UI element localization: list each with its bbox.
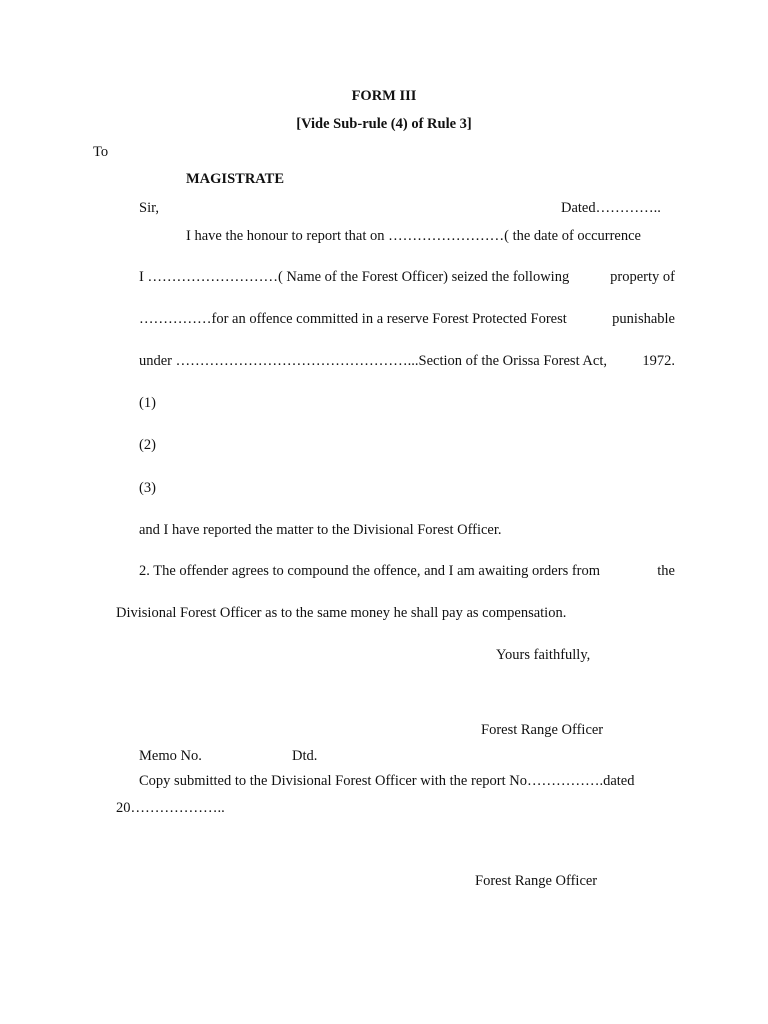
signature-2: Forest Range Officer [475,873,598,889]
signature-1: Forest Range Officer [481,722,604,738]
paragraph-2-text: 2. The offender agrees to compound the offence, and I am awaiting orders from [139,563,601,579]
dated-field: Dated………….. [561,200,661,216]
report-line-4-text: under …………………………………………...Section of the Orissa Forest Act, [139,353,607,369]
report-line-2-end: property of [610,269,675,285]
paragraph-2-end: the [657,563,675,579]
property-item-2: (2) [139,437,156,453]
to-label: To [93,144,109,160]
closing: Yours faithfully, [496,647,591,663]
property-item-1: (1) [139,395,156,411]
memo-no-label: Memo No. [139,748,202,764]
report-line-2-text: I ………………………( Name of the Forest Officer) seized the following [139,269,570,285]
report-line-3-end: punishable [612,311,675,327]
report-line-1: I have the honour to report that on ……………………( the date of occurrence [186,228,641,244]
paragraph-2-line-1 [139,562,675,580]
reported-line: and I have reported the matter to the Divisional Forest Officer. [139,522,502,538]
year-line: 20……………….. [116,800,225,816]
copy-line: Copy submitted to the Divisional Forest Officer with the report No…………….dated [139,773,635,789]
recipient: MAGISTRATE [186,171,285,187]
report-line-3-text: ……………for an offence committed in a reserve Forest Protected Forest [139,311,567,327]
form-subtitle: [Vide Sub-rule (4) of Rule 3] [296,116,472,132]
paragraph-2-line-2: Divisional Forest Officer as to the same money he shall pay as compensation. [116,605,567,621]
salutation: Sir, [139,200,159,216]
report-line-2 [139,268,675,286]
dtd-label: Dtd. [292,748,318,764]
report-line-4 [139,352,675,370]
form-title: FORM III [351,88,417,104]
property-item-3: (3) [139,480,156,496]
report-line-3 [139,310,675,328]
report-line-4-end: 1972. [642,353,675,369]
